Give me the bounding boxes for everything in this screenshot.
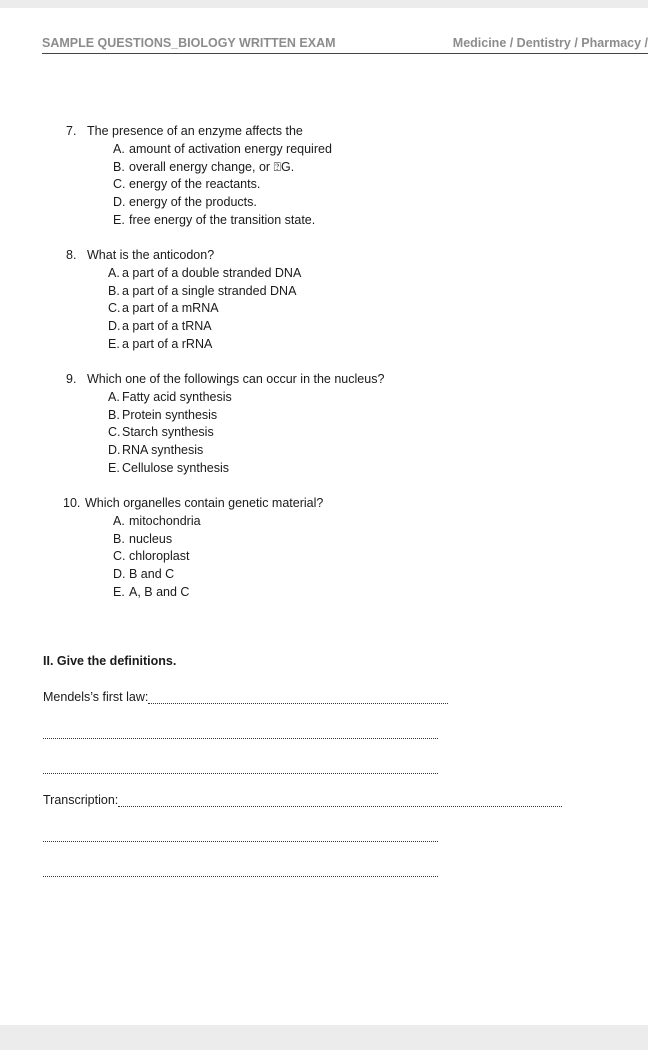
answer-blank[interactable] <box>43 829 438 842</box>
option-a: A. Fatty acid synthesis <box>108 389 232 404</box>
definition-continuation-line <box>43 828 438 844</box>
answer-blank[interactable] <box>43 864 438 877</box>
definition-continuation-line <box>43 863 438 879</box>
option-d: D. a part of a tRNA <box>108 319 212 334</box>
option-b: B. Protein synthesis <box>108 407 218 422</box>
option-d: D. RNA synthesis <box>108 443 204 458</box>
option-b: B. a part of a single stranded DNA <box>108 283 297 298</box>
definition-label: Transcription: <box>43 793 119 807</box>
answer-blank[interactable] <box>148 691 448 704</box>
page-header <box>42 35 648 54</box>
question-number: 7. <box>66 124 77 138</box>
option-a: A. mitochondria <box>113 513 201 528</box>
definition-line-transcription <box>43 793 562 809</box>
question-10 <box>63 495 323 602</box>
question-text: Which organelles contain genetic material? <box>85 496 324 510</box>
definition-line-mendel <box>43 690 448 706</box>
header-faculties: Medicine / Dentistry / Pharmacy / <box>452 36 648 50</box>
option-b: B. nucleus <box>113 531 173 546</box>
option-c: C. chloroplast <box>113 549 190 564</box>
answer-blank[interactable] <box>43 726 438 739</box>
question-text: What is the anticodon? <box>87 248 215 262</box>
option-e: E. a part of a rRNA <box>108 336 213 351</box>
answer-blank[interactable] <box>43 761 438 774</box>
option-a: A. a part of a double stranded DNA <box>108 265 302 280</box>
option-a: A. amount of activation energy required <box>113 141 332 156</box>
option-e: E. Cellulose synthesis <box>108 460 229 475</box>
option-e: E. free energy of the transition state. <box>113 212 316 227</box>
answer-blank[interactable] <box>118 794 562 807</box>
definition-continuation-line <box>43 760 438 776</box>
header-title: SAMPLE QUESTIONS_BIOLOGY WRITTEN EXAM <box>42 36 336 50</box>
question-9 <box>66 371 384 478</box>
option-d: D. B and C <box>113 567 175 582</box>
option-c: C. Starch synthesis <box>108 425 214 440</box>
definition-label: Mendels’s first law: <box>43 690 149 704</box>
question-7 <box>66 123 332 230</box>
question-text: Which one of the followings can occur in the nucleus? <box>87 372 385 386</box>
question-number: 10. <box>63 496 81 510</box>
option-b: B. overall energy change, or ⍰G. <box>113 159 295 174</box>
option-e: E. A, B and C <box>113 584 190 599</box>
section-title: II. Give the definitions. <box>43 654 177 668</box>
question-number: 9. <box>66 372 77 386</box>
question-number: 8. <box>66 248 77 262</box>
question-8 <box>66 247 301 354</box>
option-c: C. energy of the reactants. <box>113 177 261 192</box>
option-c: C. a part of a mRNA <box>108 301 219 316</box>
exam-page <box>0 8 648 1025</box>
option-d: D. energy of the products. <box>113 195 257 210</box>
question-text: The presence of an enzyme affects the <box>87 124 303 138</box>
definition-continuation-line <box>43 725 438 741</box>
